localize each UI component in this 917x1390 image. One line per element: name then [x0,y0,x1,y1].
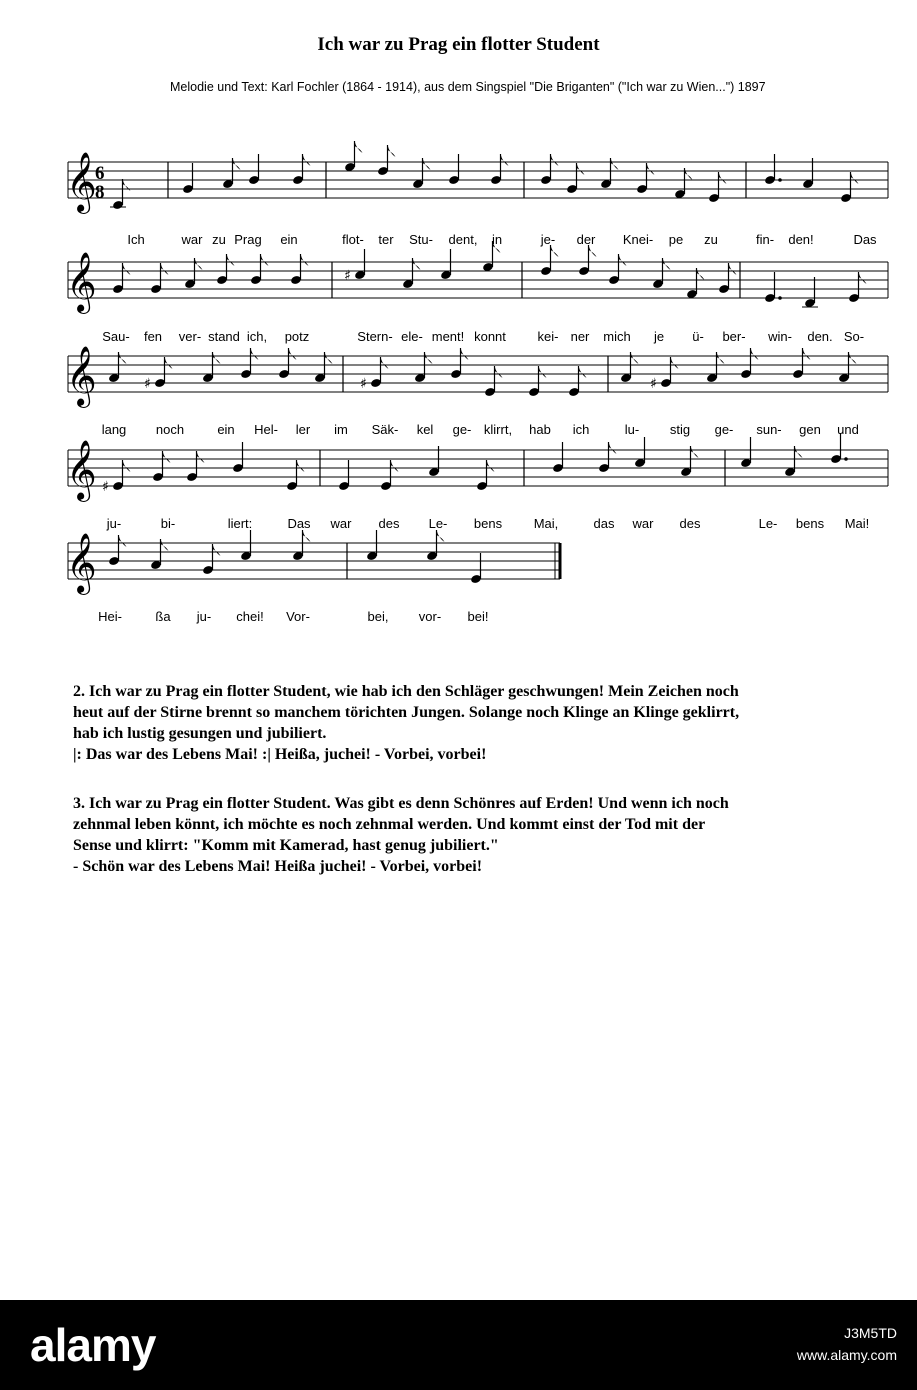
lyric-syllable: Hel- [254,422,278,437]
lyric-syllable: lu- [624,422,640,437]
time-signature-bottom: 8 [95,182,105,203]
note-flag [301,254,309,266]
note-flag [388,145,396,157]
note-flag [251,348,259,360]
lyric-syllable: kei- [537,329,559,344]
note-flag [289,348,297,360]
note-flag [849,352,857,364]
lyric-syllable: bens [473,516,503,531]
note-flag [551,154,559,166]
lyric-syllable: Prag [234,232,262,247]
lyric-syllable: pe [668,232,684,247]
lyric-syllable: zu [212,232,226,247]
note-flag [325,352,333,364]
lyric-syllable: in [491,232,503,247]
lyric-syllable: der [576,232,596,247]
lyric-syllable: und [837,422,859,437]
lyric-syllable: bens [795,516,825,531]
lyric-syllable: Le- [758,516,778,531]
treble-clef-icon: 𝄞 [66,152,97,212]
note-flag [425,352,433,364]
lyric-syllable: potz [284,329,310,344]
lyric-syllable: Hei- [98,609,122,624]
lyric-syllable: ich, [246,329,268,344]
note-flag [609,442,617,454]
lyric-syllable: Das [853,232,877,247]
lyric-syllable: ber- [722,329,746,344]
lyric-syllable: stig [669,422,691,437]
lyric-syllable: bei, [367,609,389,624]
note-flag [697,268,705,280]
time-signature-top: 6 [95,163,105,184]
lyric-syllable: den! [788,232,814,247]
note-flag [437,530,445,542]
lyric-syllable: So- [843,329,865,344]
verse-line: hab ich lustig gesungen und jubiliert. [73,725,327,742]
lyric-syllable: Sau- [102,329,130,344]
note-flag [355,141,363,153]
lyric-syllable: hab [529,422,551,437]
note-flag [495,366,503,378]
lyric-syllable: ßa [155,609,171,624]
treble-clef-icon: 𝄞 [66,440,97,500]
verse-line: heut auf der Stirne brennt so manchem törichten Jungen. Solange noch Klinge an Klinge geklirrt, [73,704,740,721]
note-flag [381,357,389,369]
image-id: J3M5TD [844,1325,897,1341]
lyric-syllable: Mai, [533,516,559,531]
verse-line: Sense und klirrt: "Komm mit Kamerad, hast genug jubiliert." [73,837,499,854]
lyric-syllable: ü- [692,329,704,344]
lyric-syllable: vor- [418,609,442,624]
lyric-syllable: ele- [401,329,423,344]
site-url: www.alamy.com [796,1347,897,1363]
lyric-syllable: noch [155,422,185,437]
lyric-syllable: win- [768,329,792,344]
lyric-syllable: Ich [127,232,145,247]
lyric-syllable: ein [217,422,235,437]
sheet-music-score [0,0,917,640]
lyric-syllable: liert: [227,516,253,531]
note-flag [261,254,269,266]
verse-line: zehnmal leben könnt, ich möchte es noch zehnmal werden. Und kommt einst der Tod mit der [73,816,706,833]
lyric-syllable: ich [572,422,590,437]
lyric-syllable: war [632,516,654,531]
sharp-sign: ♯ [144,376,151,392]
lyric-syllable: sun- [756,422,782,437]
lyric-syllable: war [330,516,352,531]
lyric-syllable: lang [101,422,127,437]
note-flag [803,348,811,360]
note-flag [213,544,221,556]
sharp-sign: ♯ [360,376,367,392]
note-flag [719,172,727,184]
lyric-syllable: ju- [106,516,122,531]
verse-line: 2. Ich war zu Prag ein flotter Student, wie hab ich den Schläger geschwungen! Mein Zeichen noch [73,683,739,700]
note-flag [161,263,169,275]
lyric-syllable: Säk- [371,422,399,437]
watermark-code [797,1322,897,1366]
sharp-sign: ♯ [344,268,351,284]
lyric-syllable: Le- [428,516,448,531]
note-flag [487,460,495,472]
lyric-syllable: stand [208,329,240,344]
note-flag [717,352,725,364]
note-flag [123,460,131,472]
song-credit: Melodie und Text: Karl Fochler (1864 - 1914), aus dem Singspiel "Die Briganten" ("Ich war zu Wien...") 1897 [170,80,766,94]
note-flag [413,258,421,270]
lyric-syllable: flot- [342,232,364,247]
note-flag [303,530,311,542]
note-flag [391,460,399,472]
lyric-syllable: ter [378,232,394,247]
verse-2 [73,681,883,765]
lyric-syllable: Vor- [286,609,310,624]
note-flag [619,254,627,266]
note-flag [297,460,305,472]
treble-clef-icon: 𝄞 [66,252,97,312]
note-flag [611,158,619,170]
note-flag [303,154,311,166]
note-flag [663,258,671,270]
sharp-sign: ♯ [102,479,109,495]
verse-line: 3. Ich war zu Prag ein flotter Student. Was gibt es denn Schönres auf Erden! Und wenn ich noch [73,795,729,812]
lyric-syllable: ner [570,329,590,344]
note-flag [859,272,867,284]
note-flag [851,172,859,184]
verse-3 [73,793,883,877]
note-flag [233,158,241,170]
lyric-syllable: je [653,329,665,344]
watermark-banner [0,1300,917,1390]
lyric-syllable: ge- [714,422,734,437]
lyric-syllable: fen [143,329,163,344]
lyric-syllable: bei! [467,609,489,624]
note-flag [631,352,639,364]
note-flag [461,348,469,360]
lyric-syllable: kel [416,422,434,437]
lyric-syllable: bi- [160,516,176,531]
note-flag [165,357,173,369]
note-flag [577,163,585,175]
note-dot [844,457,848,461]
note-flag [119,535,127,547]
note-flag [119,352,127,364]
lyric-syllable: klirrt, [483,422,513,437]
lyric-syllable: das [593,516,615,531]
note-flag [197,451,205,463]
lyric-syllable: im [334,422,348,437]
note-flag [501,154,509,166]
note-flag [195,258,203,270]
lyric-syllable: ein [280,232,298,247]
note-flag [123,263,131,275]
note-flag [751,348,759,360]
lyric-syllable: Knei- [622,232,654,247]
note-flag [227,254,235,266]
verse-line: - Schön war des Lebens Mai! Heißa juchei! - Vorbei, vorbei! [73,858,483,875]
treble-clef-icon: 𝄞 [66,346,97,406]
song-title: Ich war zu Prag ein flotter Student [317,34,600,55]
lyric-syllable: je- [540,232,556,247]
note-flag [539,366,547,378]
note-flag [161,539,169,551]
lyric-syllable: gen [799,422,821,437]
lyric-syllable: Stern- [357,329,393,344]
treble-clef-icon: 𝄞 [66,533,97,593]
lyric-syllable: ju- [196,609,212,624]
lyric-syllable: chei! [236,609,264,624]
lyric-syllable: des [679,516,701,531]
lyric-syllable: des [378,516,400,531]
note-flag [213,352,221,364]
note-flag [423,158,431,170]
lyric-syllable: ge- [452,422,472,437]
note-flag [647,163,655,175]
sharp-sign: ♯ [650,376,657,392]
lyric-syllable: zu [704,232,718,247]
note-flag [691,446,699,458]
note-dot [778,296,782,300]
lyric-syllable: den. [807,329,833,344]
lyric-syllable: dent, [448,232,478,247]
lyric-syllable: war [181,232,203,247]
note-flag [795,446,803,458]
lyric-syllable: Das [287,516,311,531]
lyric-syllable: fin- [755,232,775,247]
lyric-syllable: Stu- [409,232,433,247]
lyric-syllable: Mai! [844,516,870,531]
note-dot [778,178,782,182]
lyric-syllable: konnt [474,329,506,344]
lyric-syllable: ver- [178,329,202,344]
lyric-syllable: mich [603,329,631,344]
note-flag [163,451,171,463]
note-flag [729,263,737,275]
note-flag [579,366,587,378]
lyric-syllable: ment! [431,329,465,344]
alamy-logo: alamy [30,1319,156,1371]
note-flag [685,168,693,180]
verse-line: |: Das war des Lebens Mai! :| Heißa, juchei! - Vorbei, vorbei! [73,746,487,763]
note-flag [671,357,679,369]
lyric-syllable: ler [295,422,311,437]
